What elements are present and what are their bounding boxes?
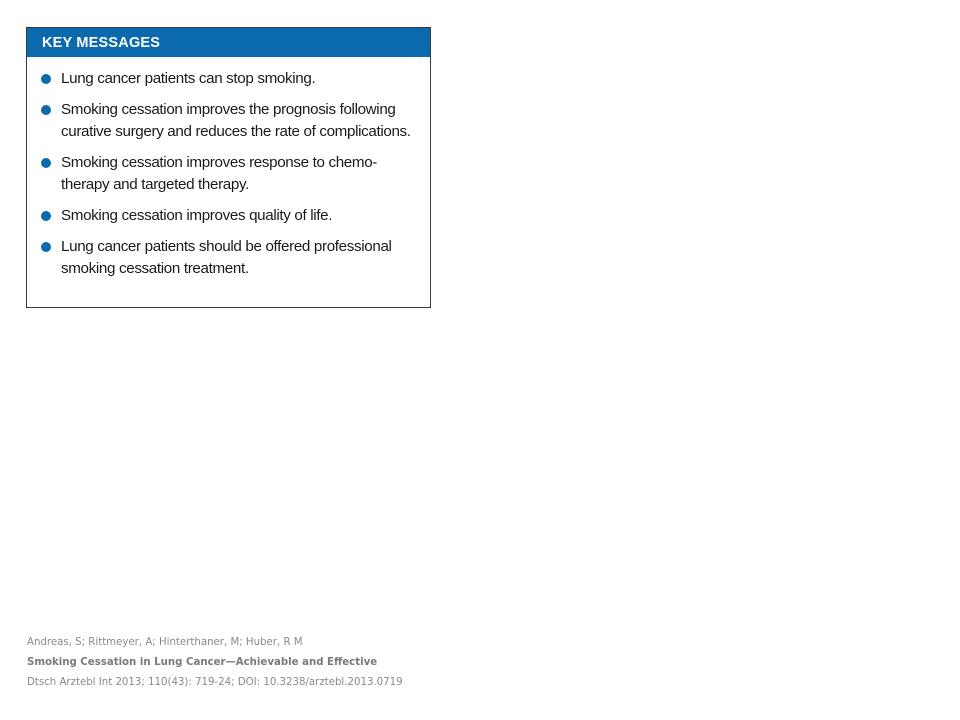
list-item	[41, 152, 421, 196]
bullet-dot-icon	[41, 211, 51, 221]
bullet-dot-icon	[41, 242, 51, 252]
list-item-text: Lung cancer patients can stop smoking.	[61, 70, 316, 87]
list-item-text-line: Smoking cessation improves the prognosis following	[61, 101, 396, 118]
citation-title: Smoking Cessation in Lung Cancer—Achievable and Effective	[27, 657, 378, 668]
list-item	[41, 236, 421, 280]
list-item-text-line: curative surgery and reduces the rate of complications.	[61, 123, 411, 140]
list-item	[41, 205, 421, 227]
list-item	[41, 68, 421, 90]
citation	[27, 633, 667, 693]
list-item-text-line: Smoking cessation improves response to chemo-	[61, 154, 377, 171]
list-item-text-line: smoking cessation treatment.	[61, 260, 249, 277]
key-messages-list	[41, 68, 421, 289]
list-item-text-line: therapy and targeted therapy.	[61, 176, 249, 193]
bullet-dot-icon	[41, 74, 51, 84]
bullet-dot-icon	[41, 158, 51, 168]
citation-authors: Andreas, S; Rittmeyer, A; Hinterthaner, M; Huber, R M	[27, 637, 303, 648]
citation-source: Dtsch Arztebl Int 2013; 110(43): 719-24; DOI: 10.3238/arztebl.2013.0719	[27, 677, 403, 688]
key-messages-box	[26, 27, 431, 308]
list-item-text: Smoking cessation improves quality of life.	[61, 207, 333, 224]
list-item-text-line: Lung cancer patients should be offered professional	[61, 238, 392, 255]
list-item	[41, 99, 421, 143]
key-messages-title: KEY MESSAGES	[27, 28, 430, 57]
bullet-dot-icon	[41, 105, 51, 115]
